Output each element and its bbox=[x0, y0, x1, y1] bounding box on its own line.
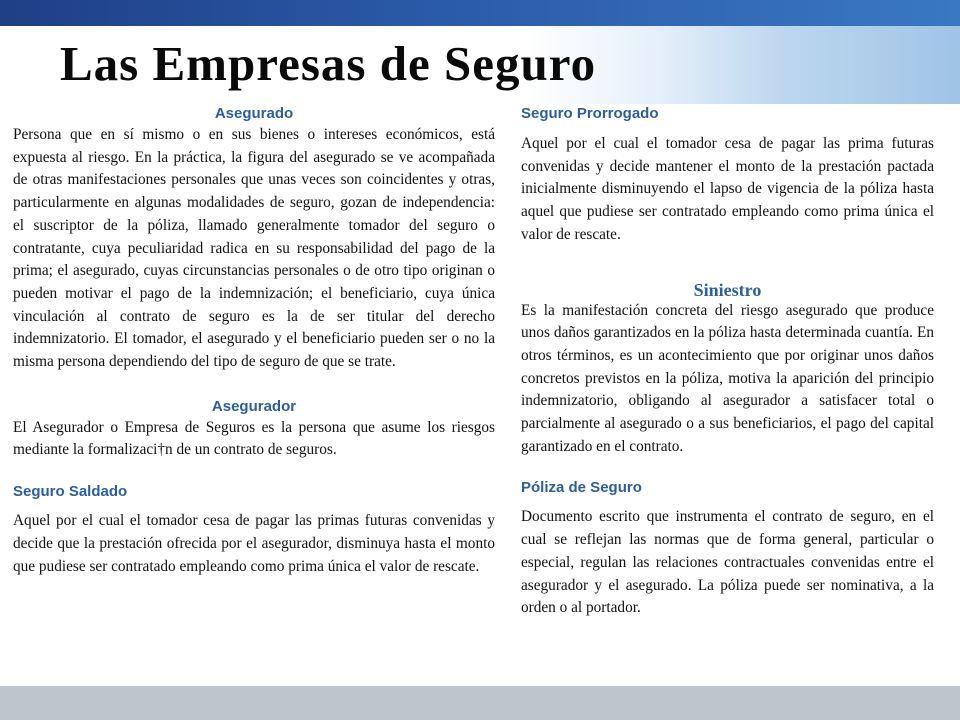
siniestro-text: Es la manifestación concreta del riesgo asegurado que produce unos daños garantizados en la póliza hasta determinada cuantía. En otros términos, es un acontecimiento que por originar unos daños concretos previstos en la póliza, motiva la aparición del principio indemnizatorio, obligando al asegurador a satisfacer total o parcialmente al asegurado o a sus beneficiarios, el pago del capital garantizado en el contrato. bbox=[521, 301, 934, 455]
top-band bbox=[0, 0, 960, 26]
seguro-prorrogado-text: Aquel por el cual el tomador cesa de pagar las prima futuras convenidas y decide mantener el monto de la prestación pactada inicialmente disminuyendo el lapso de vigencia de la póliza hasta aquel que pudiese ser contratado empleando como prima única el valor de rescate. bbox=[521, 135, 934, 243]
asegurado-section bbox=[13, 104, 495, 374]
left-column bbox=[13, 104, 495, 578]
asegurador-text: El Asegurador o Empresa de Seguros es la persona que asume los riesgos mediante la formalizaci†n de un contrato de seguros. bbox=[13, 418, 495, 459]
poliza-heading: Póliza de Seguro bbox=[521, 479, 642, 497]
right-column bbox=[521, 104, 934, 620]
footer-bar bbox=[0, 686, 960, 720]
seguro-prorrogado-section bbox=[521, 104, 934, 247]
poliza-text: Documento escrito que instrumenta el contrato de seguro, en el cual se reflejan las normas que de forma general, particular o especial, regulan las relaciones contractuales convenidas entre el asegurador y el asegurado. La póliza puede ser nominativa, a la orden o al portador. bbox=[521, 508, 934, 617]
poliza-section bbox=[521, 478, 934, 620]
seguro-saldado-heading: Seguro Saldado bbox=[13, 483, 128, 501]
asegurador-heading: Asegurador bbox=[211, 397, 297, 415]
siniestro-heading: Siniestro bbox=[693, 279, 762, 300]
asegurado-text: Persona que en sí mismo o en sus bienes o intereses económicos, está expuesta al riesgo. En la práctica, la figura del asegurado se ve acompañada de otras manifestaciones personales que unas veces son coincidentes y otras, particularmente en algunas modalidades de seguro, gozan de independencia: el suscriptor de la póliza, llamado generalmente tomador del seguro o contratante, cuya peculiaridad radica en su responsabilidad del pago de la prima; el asegurado, cuyas circunstancias personales o de otro tipo originan o pueden motivar el pago de la indemnización; el beneficiario, cuya única vinculación al contrato de seguro es la de ser titular del derecho indemnizatorio. El tomador, el asegurado y el beneficiario pueden ser o no la misma persona dependiendo del tipo de seguro de que se trate. bbox=[13, 126, 495, 371]
asegurado-heading: Asegurado bbox=[214, 105, 294, 122]
siniestro-section bbox=[521, 280, 934, 459]
seguro-prorrogado-heading: Seguro Prorrogado bbox=[521, 105, 659, 122]
asegurador-section bbox=[13, 397, 495, 462]
slide-title: Las Empresas de Seguro bbox=[60, 36, 597, 91]
seguro-saldado-section bbox=[13, 482, 495, 578]
seguro-saldado-text: Aquel por el cual el tomador cesa de pagar las primas futuras convenidas y decide que la prestación ofrecida por el asegurador, disminuya hasta el monto que pudiese ser contratado empleando como prima única el valor de rescate. bbox=[13, 512, 495, 575]
